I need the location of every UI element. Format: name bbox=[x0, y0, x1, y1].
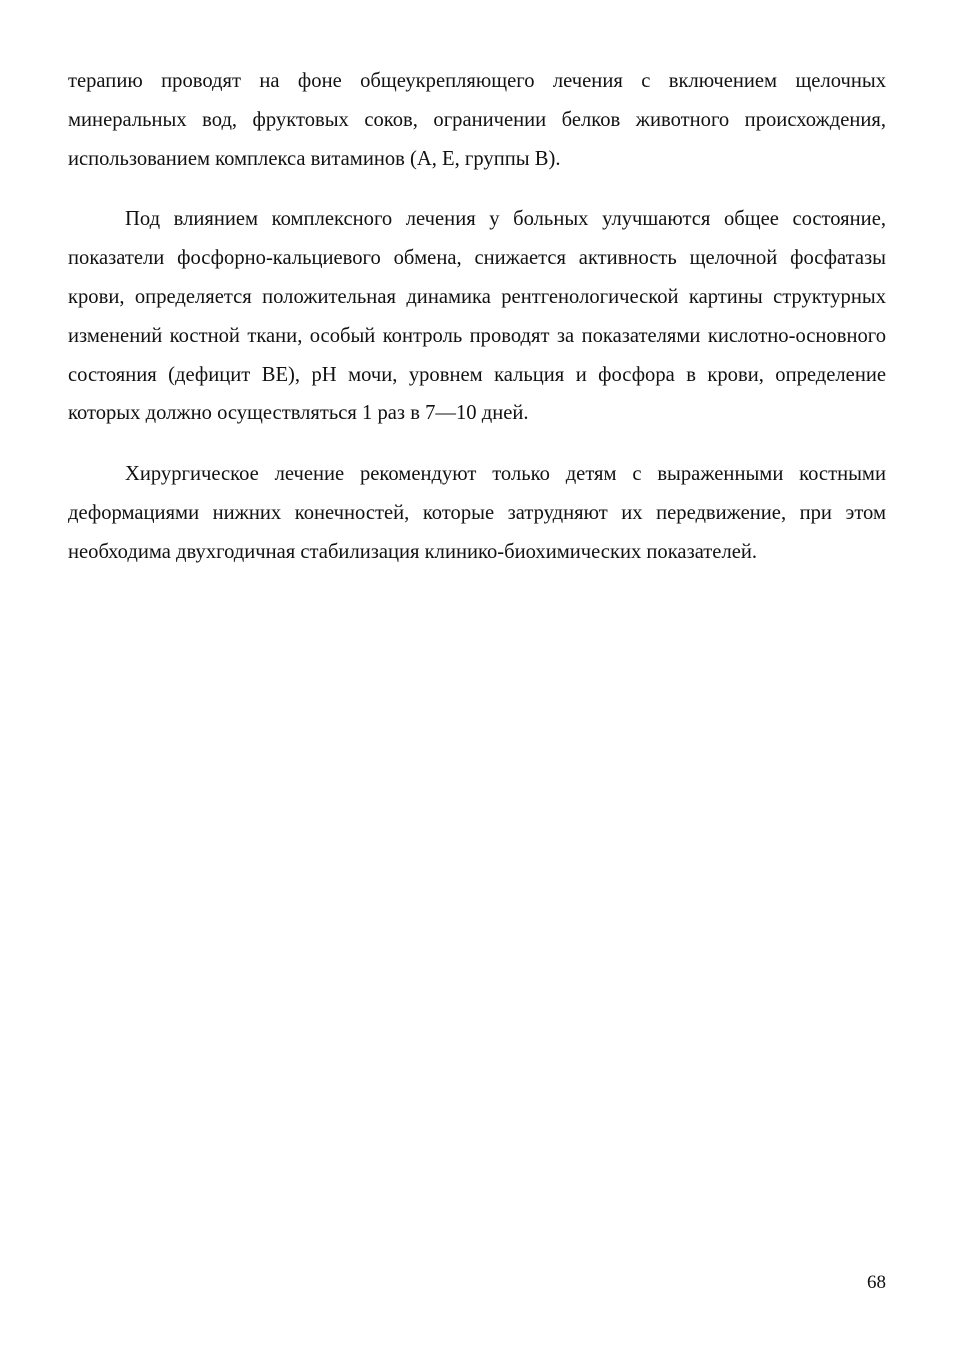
page-number: 68 bbox=[867, 1272, 886, 1293]
paragraph-continued: терапию проводят на фоне общеукрепляющего лечения с включением щелочных минеральных вод, фруктовых соков, ограничении белков животного происхождения, использованием комплекса витаминов (А, Е, группы В). bbox=[68, 70, 886, 170]
body-text bbox=[68, 62, 886, 572]
paragraph-surgical-treatment: Хирургическое лечение рекомендуют только детям с выраженными костными деформациями нижних конечностей, которые затрудняют их передвижение, при этом необходима двухгодичная стабилизация клинико-биохимических показателей. bbox=[68, 463, 886, 563]
paragraph-treatment-effects: Под влиянием комплексного лечения у больных улучшаются общее состояние, показатели фосфорно-кальциевого обмена, снижается активность щелочной фосфатазы крови, определяется положительная динамика рентгенологической картины структурных изменений костной ткани, особый контроль проводят за показателями кислотно-основного состояния (дефицит BE), pH мочи, уровнем кальция и фосфора в крови, определение которых должно осуществляться 1 раз в 7—10 дней. bbox=[68, 208, 886, 425]
